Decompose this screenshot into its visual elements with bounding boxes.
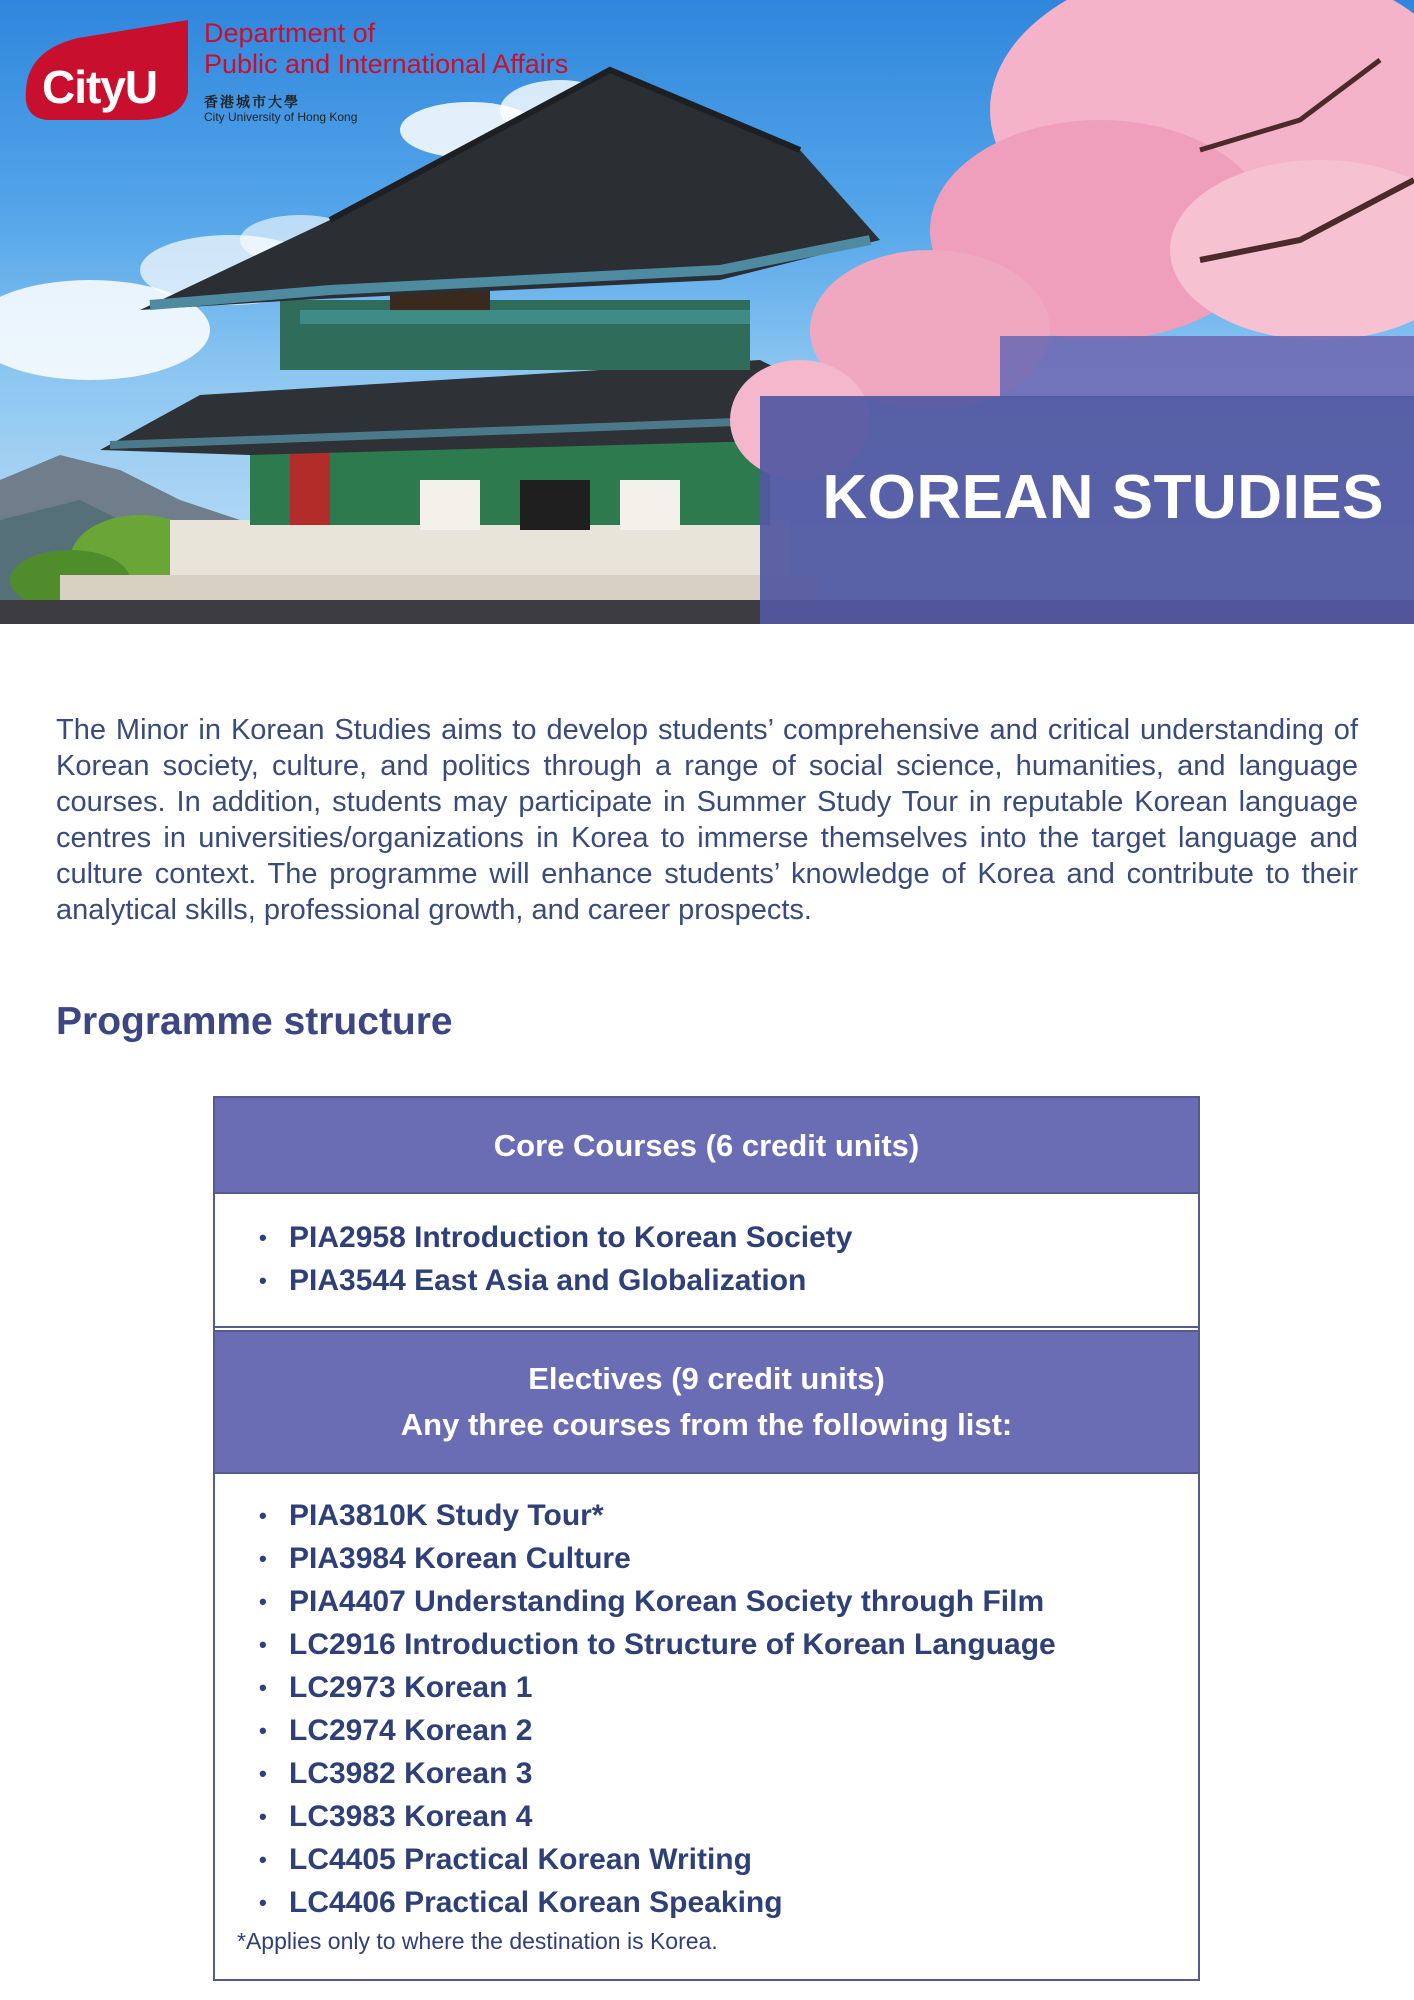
course-item: • LC3982 Korean 3 [289,1752,1198,1795]
electives-header-line1: Electives (9 credit units) [528,1361,885,1396]
course-item: • PIA3810K Study Tour* [289,1494,1198,1537]
core-courses-header: Core Courses (6 credit units) [215,1098,1198,1194]
department-name [204,18,568,80]
programme-structure-heading: Programme structure [56,1000,453,1043]
course-item: • LC2974 Korean 2 [289,1709,1198,1752]
hero-banner [0,0,1414,624]
department-line2: Public and International Affairs [204,49,569,79]
course-item: • LC4405 Practical Korean Writing [289,1838,1198,1881]
course-item: • LC2916 Introduction to Structure of Korean Language [289,1623,1198,1666]
intro-paragraph: The Minor in Korean Studies aims to develop students’ comprehensive and critical understanding of Korean society, culture, and politics through a range of social science, humanities, and language courses. In addition, students may participate in Summer Study Tour in reputable Korean language centres in universities/organizations in Korea to immerse themselves into the target language and culture context. The programme will enhance students’ knowledge of Korea and contribute to their analytical skills, professional growth, and career prospects. [56,714,1358,926]
page-title: KOREAN STUDIES [822,463,1384,532]
electives-header [215,1330,1198,1474]
university-name-chinese: 香港城市大學 [204,94,300,110]
core-courses-list-cell [215,1194,1198,1328]
course-item: • PIA4407 Understanding Korean Society through Film [289,1580,1198,1623]
course-item: • LC4406 Practical Korean Speaking [289,1881,1198,1924]
course-item: • PIA3984 Korean Culture [289,1537,1198,1580]
electives-list-cell [215,1474,1198,1955]
university-name-english: City University of Hong Kong [204,110,358,124]
core-courses-list [215,1216,1198,1302]
electives-header-line2: Any three courses from the following list: [400,1407,1013,1442]
department-line1: Department of [204,18,376,48]
cityu-logo-text: CityU [42,61,158,113]
course-item: • LC3983 Korean 4 [289,1795,1198,1838]
title-panel-tab [1000,336,1414,398]
electives-list [215,1494,1198,1924]
course-item: • PIA2958 Introduction to Korean Society [289,1216,1198,1259]
course-item: • LC2973 Korean 1 [289,1666,1198,1709]
programme-structure-table [213,1096,1200,1981]
study-tour-footnote: *Applies only to where the destination is Korea. [237,1928,718,1954]
course-item: • PIA3544 East Asia and Globalization [289,1259,1198,1302]
